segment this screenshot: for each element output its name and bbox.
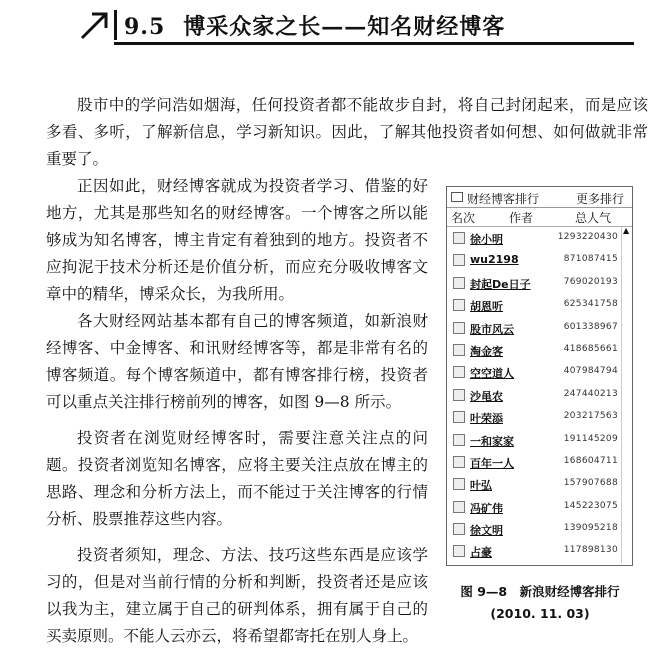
col-author: 作者 bbox=[509, 211, 534, 225]
col-rank: 名次 bbox=[451, 211, 476, 225]
author-link[interactable]: wu2198 bbox=[470, 253, 519, 267]
views-value: 139095218 bbox=[563, 523, 618, 534]
views-value: 407984794 bbox=[563, 366, 618, 377]
section-header bbox=[78, 4, 638, 44]
rank-badge-icon bbox=[453, 501, 465, 513]
ranking-row[interactable] bbox=[447, 227, 632, 249]
ranking-row[interactable] bbox=[447, 249, 632, 271]
ranking-row[interactable] bbox=[447, 429, 632, 451]
author-link[interactable]: 徐小明 bbox=[470, 233, 503, 246]
ranking-row[interactable] bbox=[447, 339, 632, 361]
figure-date: (2010. 11. 03) bbox=[490, 606, 590, 621]
ranking-row[interactable] bbox=[447, 518, 632, 540]
ranking-row[interactable] bbox=[447, 496, 632, 518]
ranking-row[interactable] bbox=[447, 473, 632, 495]
author-link[interactable]: 一和家家 bbox=[470, 434, 514, 448]
views-value: 157907688 bbox=[563, 478, 618, 489]
rank-badge-icon bbox=[453, 523, 465, 535]
blog-ranking-widget bbox=[446, 186, 633, 566]
section-title bbox=[124, 10, 505, 41]
author-link[interactable]: 占豪 bbox=[470, 546, 492, 560]
rank-badge-icon bbox=[453, 478, 465, 490]
header-rule bbox=[114, 42, 634, 45]
col-views: 总人气 bbox=[575, 211, 612, 225]
ranking-row[interactable] bbox=[447, 384, 632, 406]
rank-badge-icon bbox=[453, 322, 465, 334]
ranking-row[interactable] bbox=[447, 540, 632, 562]
ranking-list bbox=[447, 227, 632, 563]
ranking-row[interactable] bbox=[447, 451, 632, 473]
rank-badge-icon bbox=[453, 389, 465, 401]
views-value: 769020193 bbox=[563, 276, 618, 287]
paragraph-5: 投资者须知，理念、方法、技巧这些东西是应该学习的，但是对当前行情的分析和判断，投资者还是应该以我为主，建立属于自己的研判体系，拥有属于自己的买卖原则。不能人云亦云，将希望都寄托在别人身上。 bbox=[46, 546, 428, 645]
more-rankings-link[interactable]: 更多排行 bbox=[575, 192, 624, 206]
ranking-row[interactable] bbox=[447, 272, 632, 294]
rank-badge-icon bbox=[453, 232, 465, 244]
ranking-row[interactable] bbox=[447, 361, 632, 383]
author-link[interactable]: 淘金客 bbox=[470, 344, 503, 358]
views-value: 117898130 bbox=[563, 545, 618, 556]
author-link[interactable]: 叶荣添 bbox=[470, 412, 503, 426]
rank-badge-icon bbox=[453, 254, 465, 266]
scrollbar[interactable] bbox=[621, 227, 631, 563]
ranking-row[interactable] bbox=[447, 294, 632, 316]
ranking-row[interactable] bbox=[447, 406, 632, 428]
views-value: 601338967 bbox=[563, 321, 618, 332]
views-value: 247440213 bbox=[563, 388, 618, 399]
views-value: 418685661 bbox=[563, 343, 618, 354]
author-link[interactable]: 胡恩听 bbox=[470, 300, 503, 314]
views-value: 1293220430 bbox=[557, 232, 618, 242]
figure-caption: 图 9—8 新浪财经博客排行 bbox=[460, 584, 620, 599]
rank-badge-icon bbox=[453, 545, 465, 557]
paragraph-1: 股市中的学问浩如烟海，任何投资者都不能故步自封，将自己封闭起来，而是应该多看、多听，了解新信息，学习新知识。因此，了解其他投资者如何想、如何做就非常重要了。 bbox=[46, 96, 648, 168]
author-link[interactable]: 冯矿伟 bbox=[470, 501, 503, 515]
rank-badge-icon bbox=[453, 411, 465, 423]
rank-badge-icon bbox=[453, 299, 465, 311]
rank-badge-icon bbox=[453, 344, 465, 356]
author-link[interactable]: 百年一人 bbox=[470, 456, 514, 470]
list-icon bbox=[451, 192, 463, 202]
author-link[interactable]: 股市风云 bbox=[470, 322, 514, 336]
rank-badge-icon bbox=[453, 277, 465, 289]
ranking-row[interactable] bbox=[447, 317, 632, 339]
views-value: 871087415 bbox=[563, 254, 618, 265]
author-link[interactable]: 空空道人 bbox=[470, 367, 514, 381]
paragraph-4: 投资者在浏览财经博客时，需要注意关注点的问题。投资者浏览知名博客，应将主要关注点放在博主的思路、理念和分析方法上，而不能过于关注博客的行情分析、股票推荐这些内容。 bbox=[46, 429, 428, 528]
widget-column-headers bbox=[447, 208, 632, 227]
author-link[interactable]: 叶弘 bbox=[470, 479, 492, 493]
views-value: 168604711 bbox=[563, 455, 618, 466]
rank-badge-icon bbox=[453, 434, 465, 446]
section-title-text: 博采众家之长——知名财经博客 bbox=[183, 14, 506, 40]
author-link[interactable]: 封起De日子 bbox=[470, 277, 531, 291]
views-value: 625341758 bbox=[563, 299, 618, 310]
widget-title: 财经博客排行 bbox=[467, 192, 540, 206]
author-link[interactable]: 徐文明 bbox=[470, 524, 503, 538]
rank-badge-icon bbox=[453, 456, 465, 468]
rank-badge-icon bbox=[453, 366, 465, 378]
views-value: 191145209 bbox=[563, 433, 618, 444]
paragraph-2: 正因如此，财经博客就成为投资者学习、借鉴的好地方，尤其是那些知名的财经博客。一个博客之所以能够成为知名博客，博主肯定有着独到的地方。投资者不应拘泥于技术分析还是价值分析，而应充分吸收博客文章中的精华，博采众长，为我所用。 bbox=[46, 177, 428, 303]
arrow-icon bbox=[78, 8, 112, 42]
paragraph-3: 各大财经网站基本都有自己的博客频道，如新浪财经博客、中金博客、和讯财经博客等，都是非常有名的博客频道。每个博客频道中，都有博客排行榜，投资者可以重点关注排行榜前列的博客，如图 9—8 所示。 bbox=[46, 312, 428, 411]
views-value: 145223075 bbox=[563, 500, 618, 511]
header-bar bbox=[114, 10, 117, 40]
scroll-up-icon[interactable]: ▲ bbox=[623, 226, 630, 235]
section-number: 9.5 bbox=[124, 14, 166, 40]
author-link[interactable]: 沙黾农 bbox=[470, 389, 503, 403]
views-value: 203217563 bbox=[563, 411, 618, 422]
widget-header bbox=[447, 187, 632, 208]
